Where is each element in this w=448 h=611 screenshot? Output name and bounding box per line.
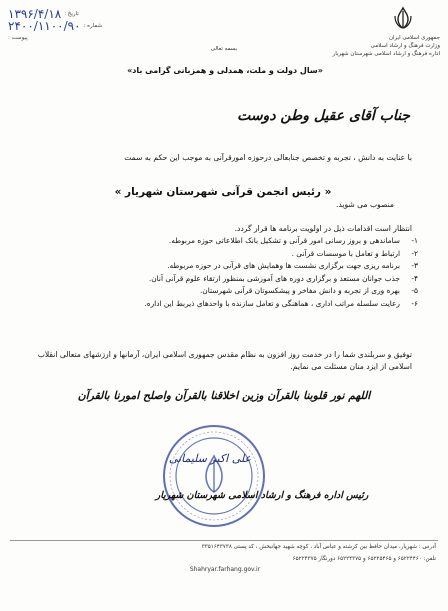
priorities-list (28, 235, 418, 311)
list-item-number: ۴- (411, 273, 418, 283)
quran-prayer: اللهم نور قلوبنا بالقرآن وزین اخلاقنا بالقرآن واصلح امورنا بالقرآن (77, 389, 371, 402)
list-item-number: ۵- (411, 286, 418, 296)
date-label: تاریخ : (64, 11, 79, 17)
list-item-text: رعایت سلسله مراتب اداری ، هماهنگی و تعامل سازنده با واحدهای ذیربط این اداره. (144, 298, 400, 308)
list-item (28, 285, 418, 298)
list-item (28, 260, 418, 273)
number-label: شماره : (83, 23, 103, 29)
signer-title: رئیس اداره فرهنگ و ارشاد اسلامی شهرستان شهریار (155, 490, 369, 501)
list-item (28, 273, 418, 286)
attachment-label: پیوست : (8, 35, 28, 41)
footer-phone: تلفن: ۶۵۲۲۴۴۶۰ و ۶۵۲۲۵۴۶۵ و ۶۵۲۲۴۳۷۵ دورنگار ۶۵۲۲۴۳۷۵ (292, 556, 436, 562)
ministry-line-2: وزارت فرهنگ و ارشاد اسلامی (370, 43, 440, 49)
date-value: ۱۳۹۶/۴/۱۸ (8, 7, 62, 21)
list-item (28, 298, 418, 311)
appointed-text: منصوب می شوید. (335, 200, 394, 209)
priorities-intro: انتظار است اقدامات ذیل در اولویت برنامه ها قرار گردد. (234, 224, 412, 233)
list-item-number: ۲- (411, 248, 418, 258)
basmala: بسمه تعالی (210, 46, 238, 52)
list-item-text: بهره وری از تجربه و دانش مفاخر و پیشکسوتان قرآنی شهرستان. (199, 286, 400, 296)
number-row (8, 20, 118, 32)
list-item (28, 235, 418, 248)
footer-address: آدرس : شهریار، میدان حافظ بین کرشته و عباس آباد ، کوچه شهید جهانبخش ، کد پستی ۳۳۵۱۶۴۳۷۳۸ (201, 544, 436, 550)
ministry-header (290, 34, 440, 58)
official-stamp-icon (160, 422, 268, 530)
letter-meta (8, 8, 118, 44)
list-item-text: جذب جوانان مستعد و برگزاری دوره های آموزشی بمنظور ارتقاء علوم قرآنی آنان. (148, 273, 400, 283)
number-value: ۲۴۰۰/۱۱۰۰/۹۰ (8, 19, 81, 33)
ministry-line-1: جمهوری اسلامی ایران (388, 35, 440, 41)
list-item-number: ۶- (411, 298, 418, 308)
position-title: « رئیس انجمن قرآنی شهرستان شهریار » (114, 186, 332, 198)
attachment-row (8, 32, 118, 44)
opening-paragraph: با عنایت به دانش ، تجربه و تخصص جنابعالی درحوزه امورقرآنی به موجب این حکم به سمت (124, 153, 412, 162)
addressee: جناب آقای عقیل وطن دوست (237, 108, 410, 124)
ministry-line-3: اداره فرهنگ و ارشاد اسلامی شهرستان شهریار (332, 51, 440, 57)
list-item-text: ارتباط و تعامل با موسسات قرآنی . (291, 248, 400, 258)
list-item (28, 248, 418, 261)
footer-divider (10, 540, 438, 541)
year-slogan: «سال دولت و ملت، همدلی و همزبانی گرامی باد» (127, 66, 323, 75)
list-item-text: ساماندهی و بروز رسانی امور قرآنی و تشکیل بانک اطلاعاتی حوزه مربوطه. (168, 236, 400, 245)
signer-name: علی اکبر سلیمانی (168, 452, 252, 465)
list-item-text: برنامه ریزی جهت برگزاری نشست ها وهمایش های قرآنی در حوزه مربوطه. (167, 261, 400, 271)
closing-paragraph: توفیق و سربلندی شما را در خدمت روز افزون به نظام مقدس جمهوری اسلامی ایران، آرمانها و ارزشهای متعالی انقلاب اسلامی از ایزد منان مسئلت می نمایم. (37, 350, 412, 371)
footer-website: Shahryar.farhang.gov.ir (189, 566, 261, 573)
iran-emblem-icon (392, 6, 414, 30)
list-item-number: ۳- (411, 261, 418, 271)
list-item-number: ۱- (411, 236, 418, 245)
